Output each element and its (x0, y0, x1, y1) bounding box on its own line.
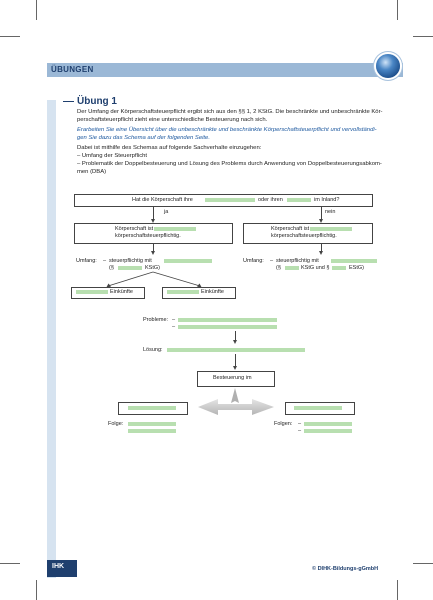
income-label: Einkünfte (110, 289, 133, 295)
connector-line (153, 206, 154, 220)
taxation-label: Besteuerung im (213, 375, 252, 381)
blank-field[interactable] (178, 318, 277, 322)
dash: – (298, 421, 302, 427)
branch-no: nein (325, 209, 336, 215)
blank-field[interactable] (310, 227, 352, 231)
scope-label: Umfang: (243, 258, 264, 264)
dash: – (172, 317, 176, 323)
intro-line: perschaftsteuerpflicht zieht eine unterschiedliche Besteuerung nach sich. (77, 117, 268, 123)
arrow-down-icon (233, 366, 237, 370)
blank-field[interactable] (128, 429, 176, 433)
exercise-title: Übung 1 (77, 96, 117, 107)
income-label: Einkünfte (201, 289, 224, 295)
copyright: © DIHK-Bildungs-gGmbH (312, 566, 379, 572)
blank-field[interactable] (128, 422, 176, 426)
blank-field[interactable] (128, 406, 176, 410)
section-title: ÜBUNGEN (51, 65, 94, 74)
question-text-c: im Inland? (314, 197, 340, 203)
blank-field[interactable] (294, 406, 342, 410)
connector-line (321, 206, 322, 220)
bullet-item: men (DBA) (77, 169, 107, 175)
blank-field[interactable] (205, 198, 255, 202)
intro-line: Der Umfang der Körperschaftsteuerpflicht ergibt sich aus den §§ 1, 2 KStG. Die beschränkte und unbeschränkte Kör- (77, 109, 383, 115)
law-ref: KStG und § (301, 265, 330, 271)
schema-intro: Dabei ist mithilfe des Schemas auf folgende Sachverhalte einzugehen: (77, 145, 262, 151)
law-ref: KStG) (145, 265, 160, 271)
paragraph-open: (§ (276, 265, 281, 271)
arrow-down-icon (319, 251, 323, 255)
connector-line (235, 354, 236, 366)
consequence-label: Folge: (108, 421, 124, 427)
solution-label: Lösung: (143, 347, 163, 353)
crop-mark (36, 580, 37, 600)
crop-mark (413, 563, 433, 564)
double-arrow-icon (190, 385, 282, 425)
blank-field[interactable] (118, 266, 142, 270)
section-header-band (47, 63, 403, 77)
crop-mark (413, 36, 433, 37)
crop-mark (397, 0, 398, 20)
blank-field[interactable] (164, 259, 212, 263)
crop-mark (0, 563, 20, 564)
question-text-b: oder ihren (258, 197, 283, 203)
section-orb-icon (376, 54, 400, 78)
box-line: körperschaftsteuerpflichtig. (115, 233, 181, 239)
task-line: Erarbeiten Sie eine Übersicht über die unbeschränkte und beschränkte Körperschaftsteuerpflicht und vervollständi- (77, 127, 377, 133)
blank-field[interactable] (178, 325, 277, 329)
arrow-down-icon (151, 251, 155, 255)
blank-field[interactable] (167, 290, 199, 294)
margin-stripe (47, 100, 56, 578)
branch-yes: ja (164, 209, 169, 215)
dash: – (270, 258, 274, 264)
blank-field[interactable] (287, 198, 311, 202)
task-line: gen Sie dazu das Schema auf der folgenden Seite. (77, 135, 210, 141)
consequences-label: Folgen: (274, 421, 293, 427)
dash: – (298, 428, 302, 434)
law-ref: EStG) (349, 265, 364, 271)
blank-field[interactable] (331, 259, 377, 263)
question-text-a: Hat die Körperschaft ihre (132, 197, 193, 203)
box-line: körperschaftsteuerpflichtig. (271, 233, 337, 239)
blank-field[interactable] (167, 348, 305, 352)
blank-field[interactable] (285, 266, 299, 270)
liable-with: steuerpflichtig mit (109, 258, 152, 264)
box-line: Körperschaft ist (115, 226, 154, 232)
crop-mark (0, 36, 20, 37)
exercise-hook-icon (63, 101, 74, 106)
box-line: Körperschaft ist (271, 226, 310, 232)
liable-with: steuerpflichtig mit (276, 258, 319, 264)
arrow-down-icon (233, 340, 237, 344)
bullet-item: – Problematik der Doppelbesteuerung und Lösung des Problems durch Anwendung von Doppelbesteuerungsabkom- (77, 161, 382, 167)
blank-field[interactable] (304, 429, 352, 433)
crop-mark (397, 580, 398, 600)
problems-label: Probleme: (143, 317, 169, 323)
dash: – (103, 258, 107, 264)
paragraph-open: (§ (109, 265, 114, 271)
blank-field[interactable] (332, 266, 346, 270)
bullet-item: – Umfang der Steuerpflicht (77, 153, 148, 159)
blank-field[interactable] (154, 227, 196, 231)
scope-label: Umfang: (76, 258, 97, 264)
ihk-logo-text: IHK (52, 563, 65, 570)
crop-mark (36, 0, 37, 20)
dash: – (172, 324, 176, 330)
blank-field[interactable] (76, 290, 108, 294)
blank-field[interactable] (304, 422, 352, 426)
